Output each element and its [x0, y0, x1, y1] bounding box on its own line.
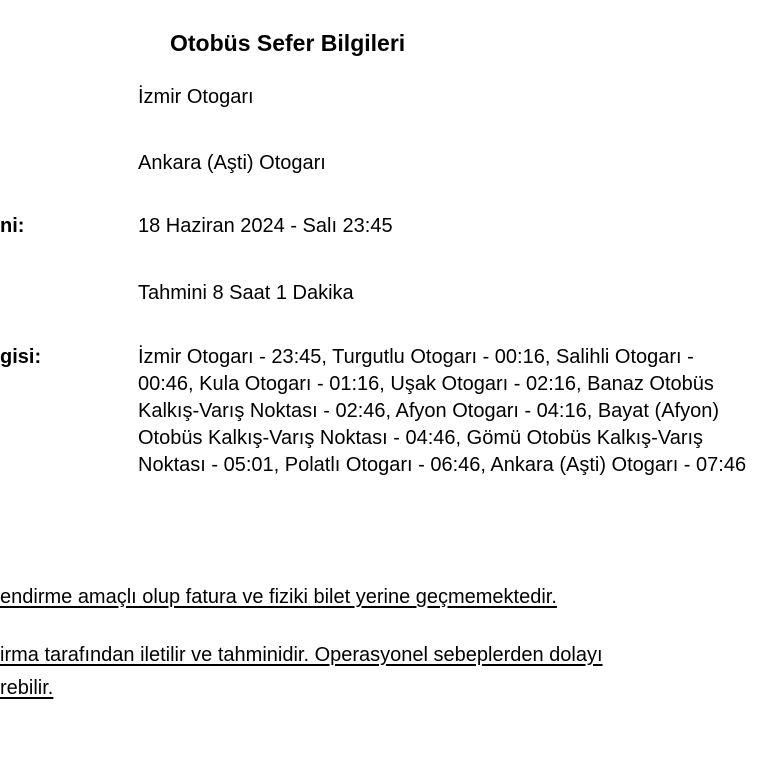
route-label: gisi: [0, 346, 42, 368]
datetime-value: 18 Haziran 2024 - Salı 23:45 [138, 215, 393, 237]
departure-value: İzmir Otogarı [138, 86, 254, 108]
datetime-label: ni: [0, 215, 25, 237]
timing-note-line-1: irma tarafından iletilir ve tahminidir. Operasyonel sebeplerden dolayı [0, 644, 603, 666]
page-title: Otobüs Sefer Bilgileri [170, 30, 406, 56]
disclaimer-note: endirme amaçlı olup fatura ve fiziki bilet yerine geçmemektedir. [0, 586, 557, 608]
arrival-value: Ankara (Aşti) Otogarı [138, 152, 326, 174]
timing-note-line-2: rebilir. [0, 677, 54, 699]
duration-value: Tahmini 8 Saat 1 Dakika [138, 282, 354, 304]
route-value: İzmir Otogarı - 23:45, Turgutlu Otogarı - 00:16, Salihli Otogarı - 00:46, Kula Otogarı - 01:16, Uşak Otogarı - 02:16, Banaz Otobüs Kalkış-Varış Noktası - 02:46, Afyon Otogarı - 04:16, Bayat (Afyon) Otobüs Kalkış-Varış Noktası - 04:46, Gömü Otobüs Kalkış-Varış Noktası - 05:01, Polatlı Otogarı - 06:46, Ankara (Aşti) Otogarı - 07:46 [138, 346, 747, 476]
